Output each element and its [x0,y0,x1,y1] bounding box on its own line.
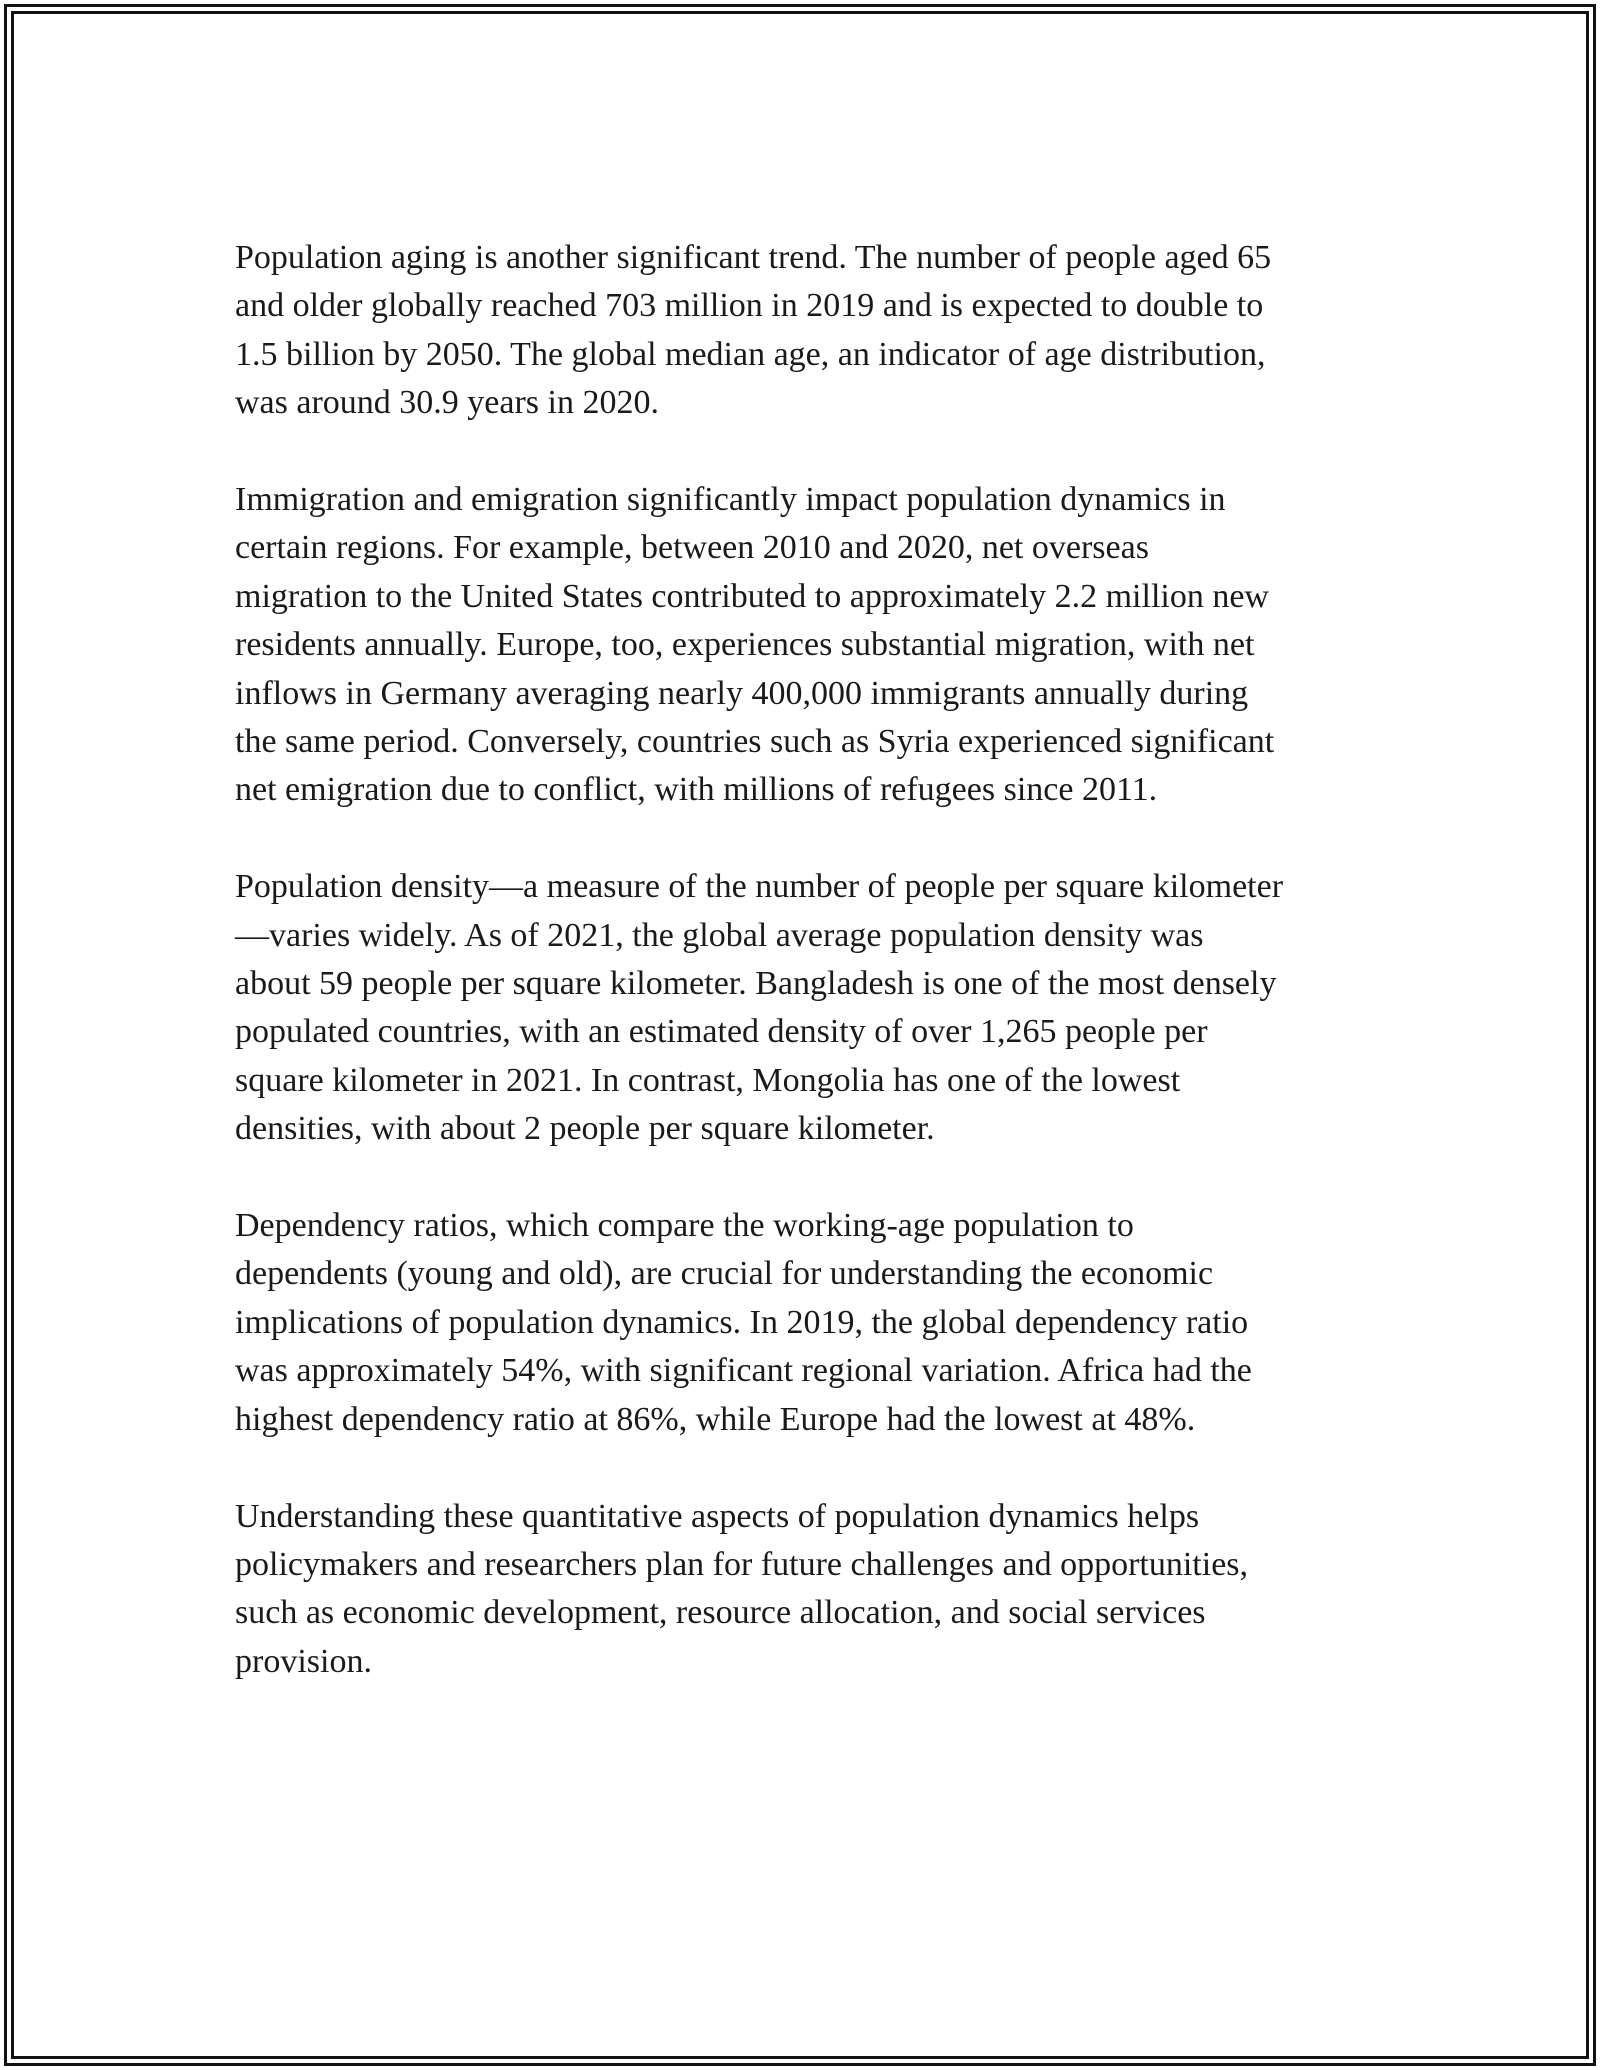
paragraph-migration: Immigration and emigration significantly impact population dynamics in certain regions. For example, between 2010 and 2020, net overseas migration to the United States contributed to approximately 2.2 million new residents annually. Europe, too, experiences substantial migration, with net inflows in Germany averaging nearly 400,000 immigrants annually during the same period. Conversely, countries such as Syria experienced significant net emigration due to conflict, with millions of refugees since 2011. [235,481,1275,809]
paragraph-dependency-ratios: Dependency ratios, which compare the working-age population to dependents (young and old), are crucial for understanding the economic implications of population dynamics. In 2019, the global dependency ratio was approximately 54%, with significant regional variation. Africa had the highest dependency ratio at 86%, while Europe had the lowest at 48%. [235,1207,1252,1438]
paragraph-population-aging: Population aging is another significant trend. The number of people aged 65 and older globally reached 703 million in 2019 and is expected to double to 1.5 billion by 2050. The global median age, an indicator of age distribution, was around 30.9 years in 2020. [235,239,1272,422]
paragraph-population-density: Population density—a measure of the number of people per square kilometer —varies widely. As of 2021, the global average population density was about 59 people per square kilometer. Bangladesh is one of the most densely populated countries, with an estimated density of over 1,265 people per square kilometer in 2021. In contrast, Mongolia has one of the lowest densities, with about 2 people per square kilometer. [235,868,1284,1148]
document-body [235,234,1375,1735]
paragraph-conclusion: Understanding these quantitative aspects of population dynamics helps policymakers and researchers plan for future challenges and opportunities, such as economic development, resource allocation, and social services provision. [235,1497,1249,1680]
